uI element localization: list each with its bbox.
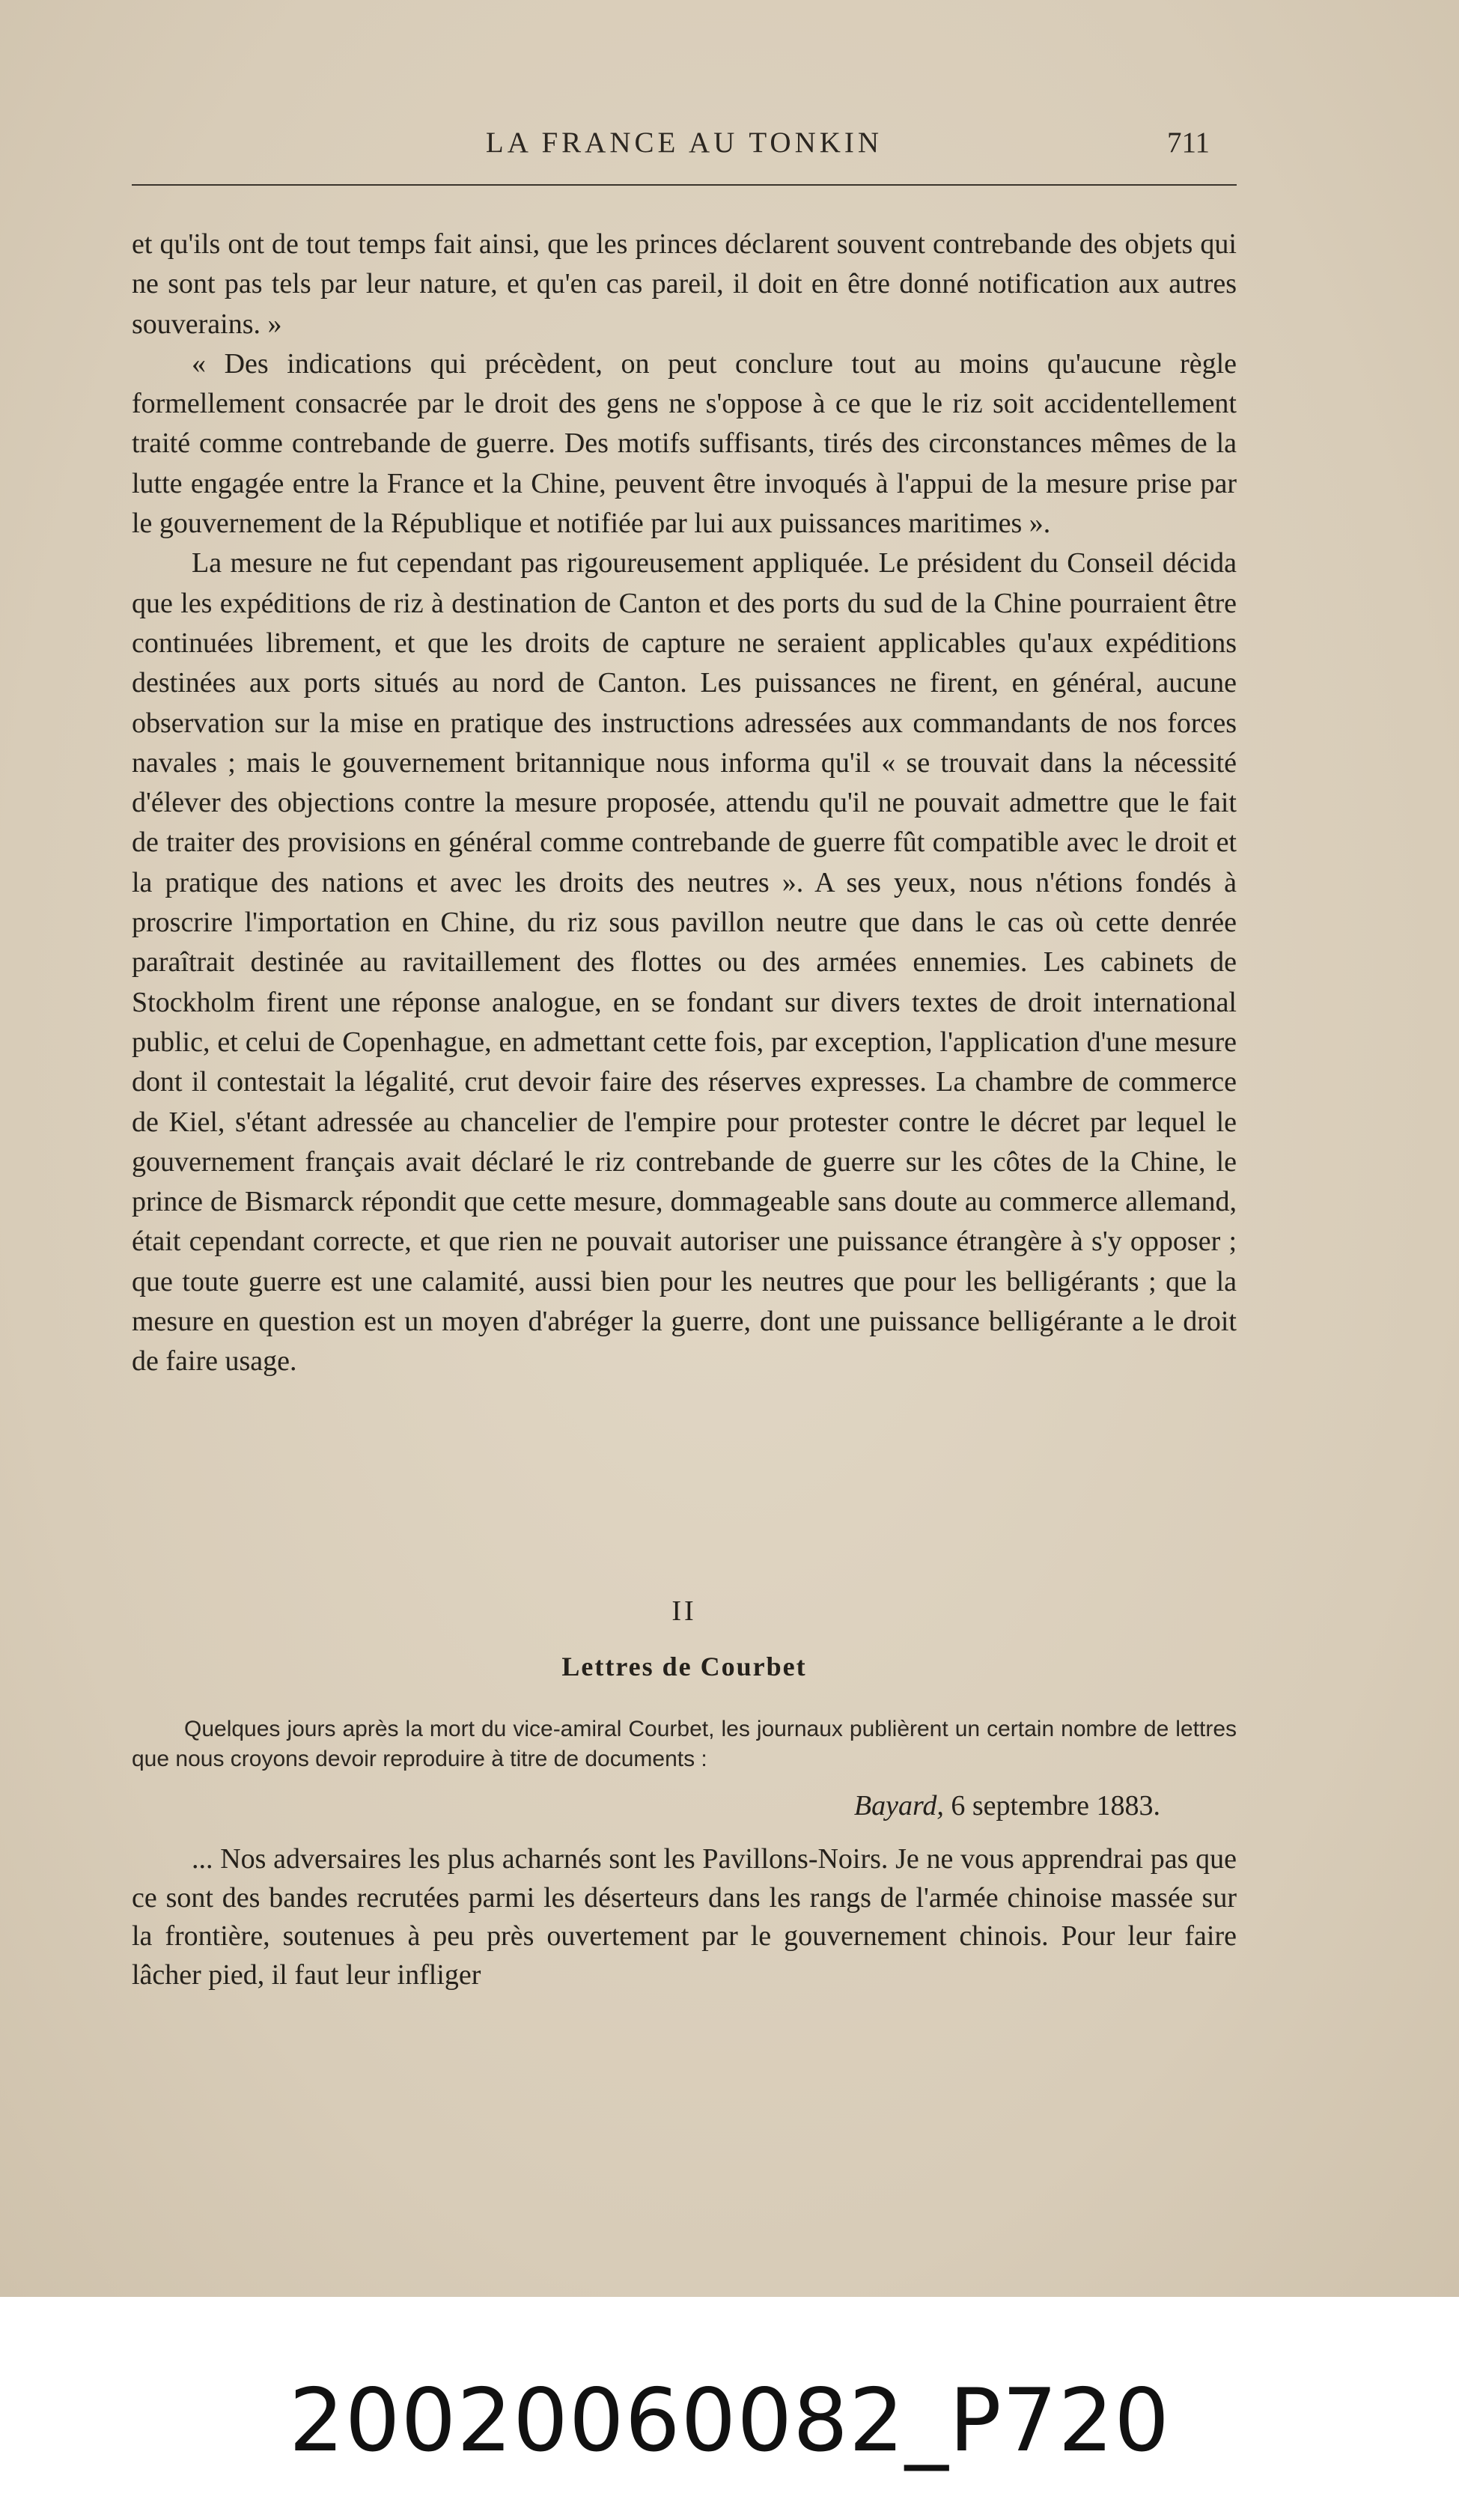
running-title: LA FRANCE AU TONKIN — [485, 127, 883, 159]
paragraph-2: « Des indications qui précèdent, on peut conclure tout au moins qu'aucune règle formellement consacrée par le droit des gens ne s'oppose à ce que le riz soit accidentellement traité comme contrebande de guerre. Des motifs suffisants, tirés des circonstances mêmes de la lutte engagée entre la France et la Chine, peuvent être invoqués à l'appui de la mesure prise par le gouvernement de la République et notifiée par lui aux puissances maritimes ». — [132, 347, 1237, 540]
image-caption: 20020060082_P720 — [288, 2370, 1171, 2471]
section-intro: Quelques jours après la mort du vice-amiral Courbet, les journaux publièrent un certain nombre de lettres que nous croyons devoir reproduire à titre de documents : — [132, 1717, 1237, 1771]
letter-text: ... Nos adversaires les plus acharnés sont les Pavillons-Noirs. Je ne vous apprendrai pas que ce sont des bandes recrutées parmi les déserteurs dans les rangs de l'armée chinoise massée sur la frontière, soutenues à peu près ouvertement par le gouvernement chinois. Pour leur faire lâcher pied, il faut leur infliger — [132, 1843, 1237, 1991]
header-rule — [132, 184, 1237, 186]
paragraph-3: La mesure ne fut cependant pas rigoureusement appliquée. Le président du Conseil décida que les expéditions de riz à destination de Canton et des ports du sud de la Chine pourraient être continuées librement, et que les droits de capture ne seraient applicables qu'aux expéditions destinées aux ports situés au nord de Canton. Les puissances ne firent, en général, aucune observation sur la mise en pratique des instructions adressées aux commandants de nos forces navales ; mais le gouvernement britannique nous informa qu'il « se trouvait dans la nécessité d'élever des objections contre la mesure proposée, attendu qu'il ne pouvait admettre que le fait de traiter des provisions en général comme contrebande de guerre fût compatible avec le droit et la pratique des nations et avec les droits des neutres ». A ses yeux, nous n'étions fondés à proscrire l'importation en Chine, du riz sous pavillon neutre que dans le cas où cette denrée paraîtrait destinée au ravitaillement des flottes ou des armées ennemies. Les cabinets de Stockholm firent une réponse analogue, en se fondant sur divers textes de droit international public, et celui de Copenhague, en admettant cette fois, par exception, l'application d'une mesure dont il contestait la légalité, crut devoir faire des réserves expresses. La chambre de commerce de Kiel, s'étant adressée au chancelier de l'empire pour protester contre le décret par lequel le gouvernement français avait déclaré le riz contrebande de guerre sur les côtes de la Chine, le prince de Bismarck répondit que cette mesure, dommageable sans doute au commerce allemand, était cependant correcte, et que rien ne pouvait autoriser une puissance étrangère à s'y opposer ; que toute guerre est une calamité, aussi bien pour les neutres que pour les belligérants ; que la mesure en question est un moyen d'abréger la guerre, dont une puissance belligérante a le droit de faire usage. — [132, 547, 1237, 1378]
dateline-date: 6 septembre 1883. — [951, 1790, 1160, 1821]
section-number: II — [671, 1595, 697, 1627]
section-title: Lettres de Courbet — [561, 1652, 807, 1681]
body-text — [132, 225, 1237, 1382]
letter-dateline — [132, 1789, 1160, 1822]
caption-band — [0, 2297, 1459, 2520]
page-number: 711 — [1166, 127, 1210, 159]
page-header — [132, 126, 1237, 171]
paragraph-1: et qu'ils ont de tout temps fait ainsi, que les princes déclarent souvent contrebande des objets qui ne sont pas tels par leur nature, et qu'en cas pareil, il doit en être donné notification aux autres souverains. » — [132, 228, 1237, 340]
dateline-place: Bayard, — [853, 1790, 944, 1821]
